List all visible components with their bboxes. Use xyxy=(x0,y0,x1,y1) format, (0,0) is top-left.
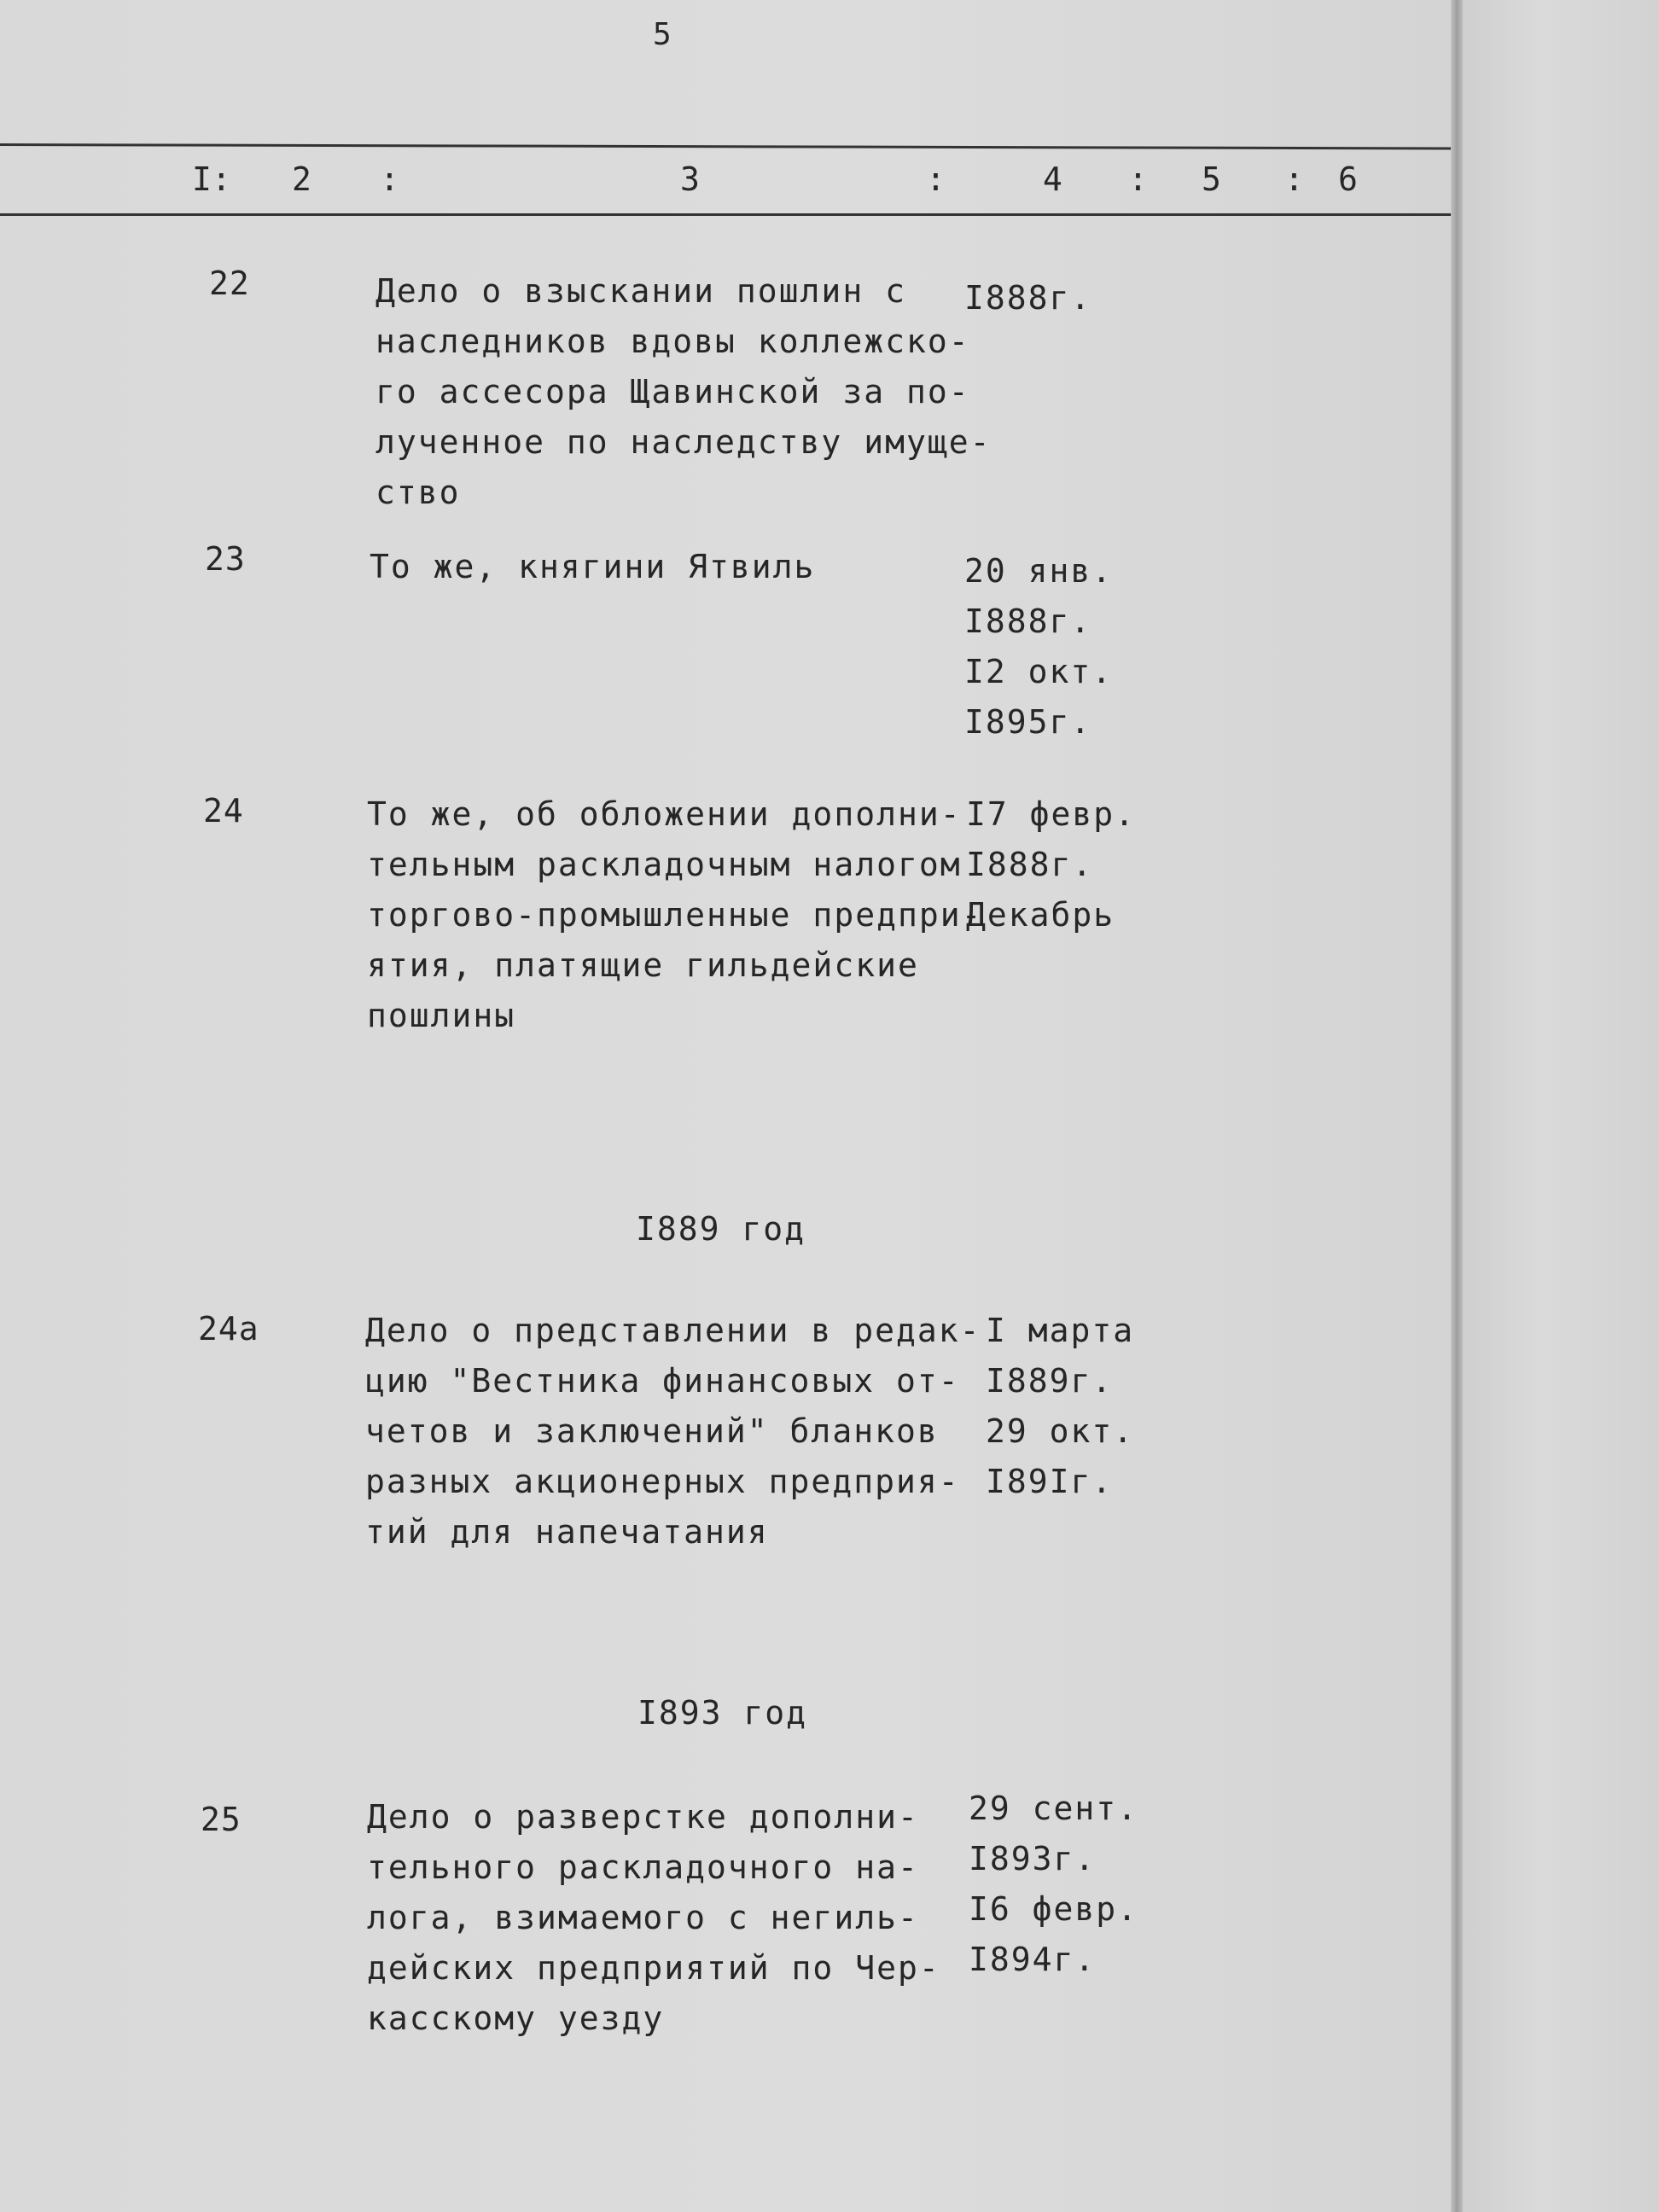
underlying-page xyxy=(1463,0,1659,2212)
entry-number: 23 xyxy=(205,540,246,578)
column-header-4: 4 xyxy=(1043,160,1062,198)
entry-dates: 20 янв. I888г. I2 окт. I895г. xyxy=(964,552,1114,741)
entry-number: 24 xyxy=(203,792,244,830)
column-header-6: 6 xyxy=(1338,160,1358,198)
entry-dates: 29 сент. I893г. I6 февр. I894г. xyxy=(969,1790,1139,1978)
entry-description: То же, княгини Ятвиль xyxy=(370,548,816,585)
entry-number: 24а xyxy=(198,1310,259,1348)
column-header-5: 5 xyxy=(1202,160,1221,198)
column-separator: : xyxy=(1128,160,1148,198)
entry-dates: I марта I889г. 29 окт. I89Iг. xyxy=(986,1312,1135,1500)
entry-number: 22 xyxy=(209,265,250,302)
column-separator: : xyxy=(926,160,946,198)
column-header-1: I: xyxy=(192,160,231,198)
entry-number: 25 xyxy=(201,1801,242,1838)
entry-dates: I7 февр. I888г. Декабрь xyxy=(966,795,1137,934)
year-heading: I893 год xyxy=(637,1694,808,1732)
column-separator: : xyxy=(380,160,399,198)
column-header-3: 3 xyxy=(680,160,700,198)
entry-description: То же, об обложении дополни- тельным раскладочным налогом торгово-промышленные предпри- ятия, платящие гильдейские пошлины xyxy=(367,795,983,1034)
column-separator: : xyxy=(1284,160,1304,198)
entry-description: Дело о представлении в редак- цию "Вестника финансовых от- четов и заключений" бланков разных акционерных предприя- тий для напечатания xyxy=(365,1312,981,1551)
page-number: 5 xyxy=(653,17,672,52)
column-header-2: 2 xyxy=(292,160,311,198)
entry-dates: I888г. xyxy=(964,279,1092,317)
header-bottom-rule xyxy=(0,213,1451,216)
page-edge xyxy=(1451,0,1463,2212)
entry-description: Дело о разверстке дополни- тельного раскладочного на- лога, взимаемого с негиль- дейских предприятий по Чер- касскому уезду xyxy=(367,1798,940,2037)
entry-description: Дело о взыскании пошлин с наследников вдовы коллежско- го ассесора Щавинской за по- лученное по наследству имуще- ство xyxy=(375,272,992,511)
year-heading: I889 год xyxy=(636,1210,806,1248)
